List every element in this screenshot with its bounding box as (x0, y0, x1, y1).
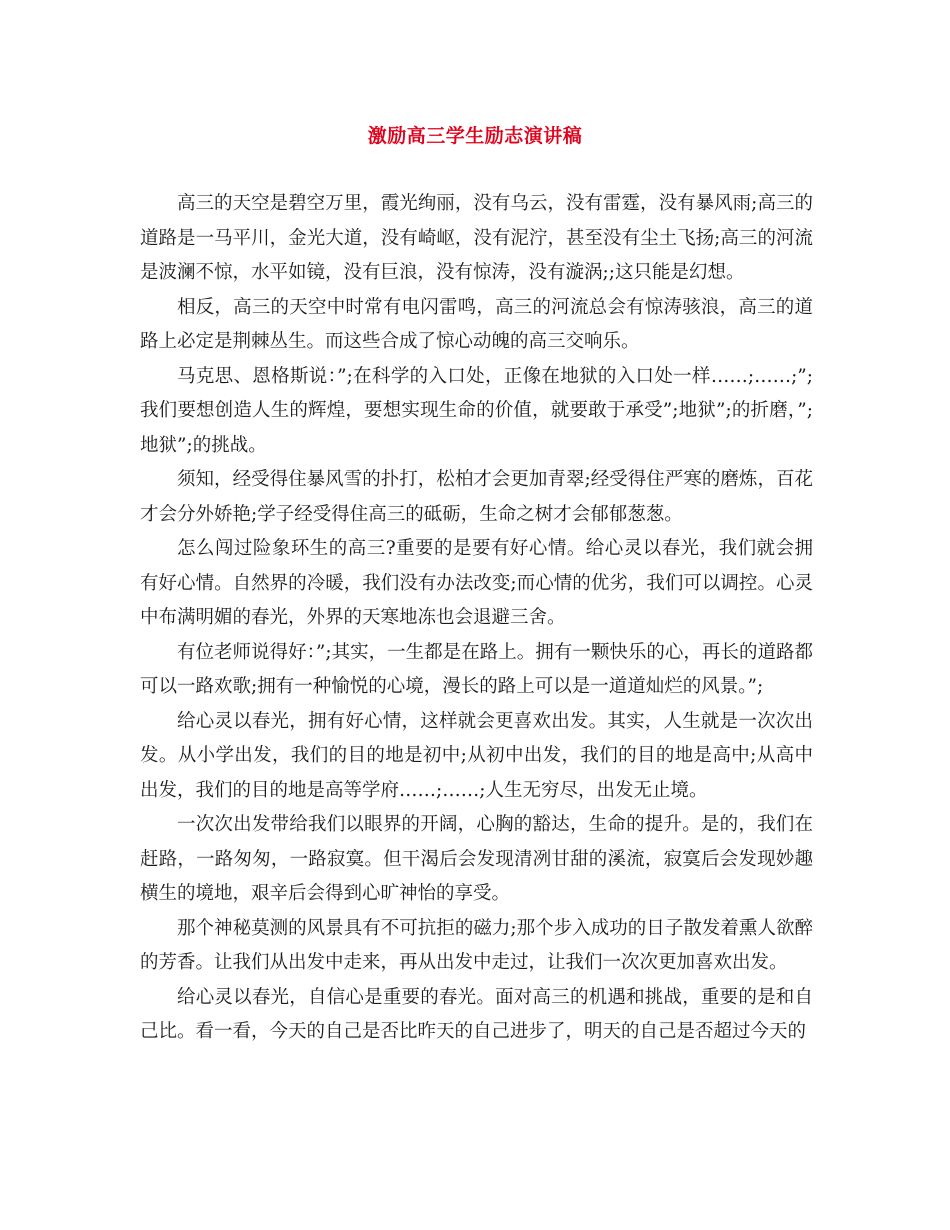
paragraph: 给心灵以春光，自信心是重要的春光。面对高三的机遇和挑战，重要的是和自己比。看一看，今天的自己是否比昨天的自己进步了，明天的自己是否超过今天的 (140, 986, 813, 1042)
paragraph: 给心灵以春光，拥有好心情，这样就会更喜欢出发。其实，人生就是一次次出发。从小学出发，我们的目的地是初中;从初中出发，我们的目的地是高中;从高中出发，我们的目的地是高等学府……;……;人生无穷尽，出发无止境。 (140, 710, 813, 801)
paragraph: 有位老师说得好：”;其实，一生都是在路上。拥有一颗快乐的心，再长的道路都可以一路欢歌;拥有一种愉悦的心境，漫长的路上可以是一道道灿烂的风景。”; (140, 641, 813, 697)
paragraph: 相反，高三的天空中时常有电闪雷鸣，高三的河流总会有惊涛骇浪，高三的道路上必定是荆棘丛生。而这些合成了惊心动魄的高三交响乐。 (140, 296, 813, 352)
paragraph: 高三的天空是碧空万里，霞光绚丽，没有乌云，没有雷霆，没有暴风雨;高三的道路是一马平川，金光大道，没有崎岖，没有泥泞，甚至没有尘土飞扬;高三的河流是波澜不惊，水平如镜，没有巨浪，没有惊涛，没有漩涡;;这只能是幻想。 (140, 193, 813, 283)
paragraph: 那个神秘莫测的风景具有不可抗拒的磁力;那个步入成功的日子散发着熏人欲醉的芳香。让我们从出发中走来，再从出发中走过，让我们一次次更加喜欢出发。 (140, 917, 813, 973)
paragraph: 马克思、恩格斯说：”;在科学的入口处，正像在地狱的入口处一样……;……;”;我们要想创造人生的辉煌，要想实现生命的价值，就要敢于承受”;地狱”;的折磨，”;地狱”;的挑战。 (140, 365, 813, 456)
paragraph: 怎么闯过险象环生的高三?重要的是要有好心情。给心灵以春光，我们就会拥有好心情。自然界的冷暖，我们没有办法改变;而心情的优劣，我们可以调控。心灵中布满明媚的春光，外界的天寒地冻也会退避三舍。 (140, 538, 813, 628)
paragraph: 一次次出发带给我们以眼界的开阔，心胸的豁达，生命的提升。是的，我们在赶路，一路匆匆，一路寂寞。但干渴后会发现清冽甘甜的溪流，寂寞后会发现妙趣横生的境地，艰辛后会得到心旷神怡的享受。 (140, 814, 813, 904)
paragraph: 须知，经受得住暴风雪的扑打，松柏才会更加青翠;经受得住严寒的磨炼，百花才会分外娇艳;学子经受得住高三的砥砺，生命之树才会郁郁葱葱。 (140, 469, 813, 525)
document-title: 激励高三学生励志演讲稿 (367, 125, 583, 147)
document-body (140, 187, 813, 1050)
